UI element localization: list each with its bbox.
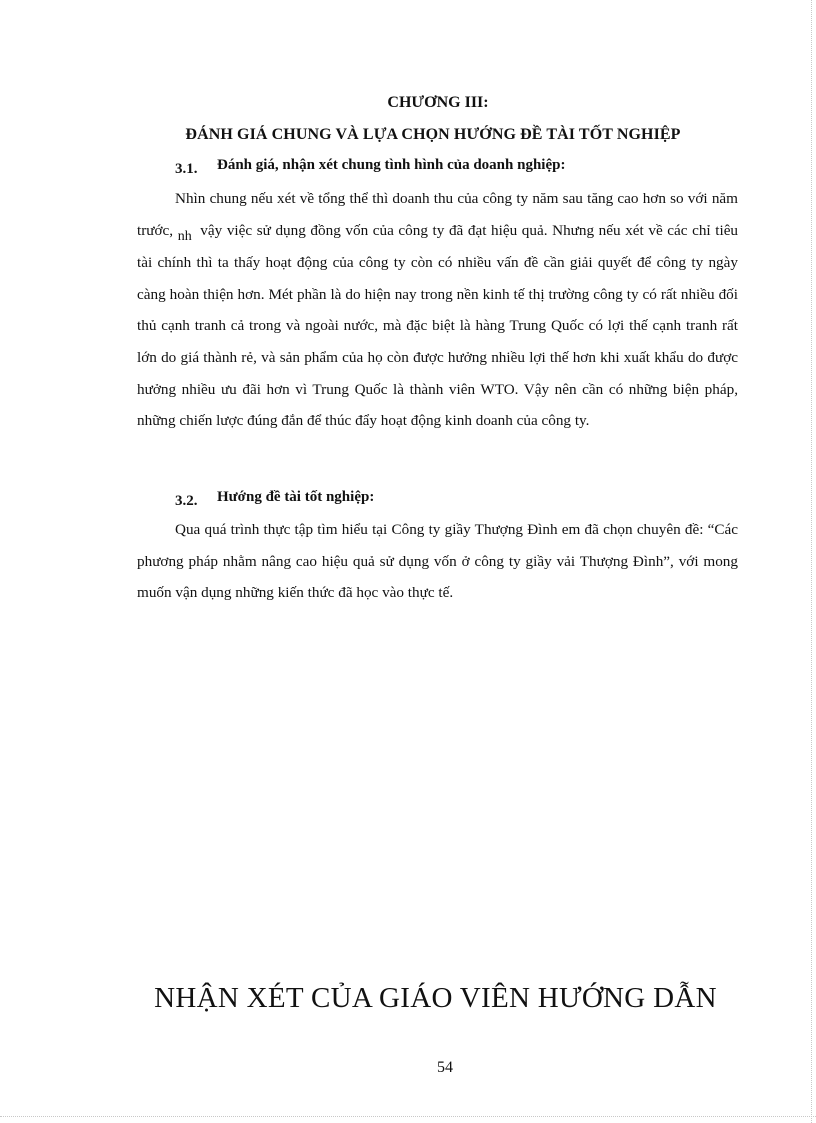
- section-heading-3-2: [175, 489, 375, 509]
- section-title: Đánh giá, nhận xét chung tình hình của doanh nghiệp:: [217, 157, 566, 173]
- section-title: Hướng đề tài tốt nghiệp:: [217, 489, 375, 505]
- stray-text-fragment: nh: [177, 228, 192, 244]
- section-heading-3-1: [175, 157, 566, 177]
- page-border-right: [811, 0, 812, 1123]
- page-border-bottom: [0, 1116, 816, 1117]
- section-3-1-paragraph: [137, 183, 738, 437]
- paragraph-text-part-1: Nhìn chung nếu xét về tổng thể thì doanh thu của công ty năm sau tăng cao hơn so với năm trước,: [137, 190, 738, 239]
- chapter-number: CHƯƠNG III:: [387, 94, 489, 111]
- chapter-title: ĐÁNH GIÁ CHUNG VÀ LỰA CHỌN HƯỚNG ĐỀ TÀI TỐT NGHIỆP: [185, 126, 681, 143]
- section-number: 3.2.: [175, 493, 198, 509]
- supervisor-comment-title: NHẬN XÉT CỦA GIÁO VIÊN HƯỚNG DẪN: [154, 982, 717, 1014]
- paragraph-text-part-2: vậy việc sử dụng đồng vốn của công ty đã đạt hiệu quả. Nhưng nếu xét về các chỉ tiêu tài chính thì ta thấy hoạt động của công ty còn có nhiều vấn đề cần giải quyết để công ty ngày càng hoàn thiện hơn. Mét phần là do hiện nay trong nền kinh tế thị trường công ty có rất nhiều đối thủ cạnh tranh cả trong và ngoài nước, mà đặc biệt là hàng Trung Quốc có lợi thế cạnh tranh rất lớn do giá thành rẻ, và sản phẩm của họ còn được hưởng nhiều lợi thế hơn khi xuất khẩu do được hưởng nhiều ưu đãi hơn vì Trung Quốc là thành viên WTO. Vậy nên cần có những biện pháp, những chiến lược đúng đắn để thúc đẩy hoạt động kinh doanh của công ty.: [137, 221, 739, 430]
- page-number: 54: [437, 1059, 453, 1076]
- section-3-2-paragraph: Qua quá trình thực tập tìm hiểu tại Công ty giầy Thượng Đình em đã chọn chuyên đề: “Các phương pháp nhằm nâng cao hiệu quả sử dụng vốn ở công ty giầy vải Thượng Đình”, với mong muốn vận dụng những kiến thức đã học vào thực tế.: [137, 521, 738, 602]
- section-number: 3.1.: [175, 161, 198, 177]
